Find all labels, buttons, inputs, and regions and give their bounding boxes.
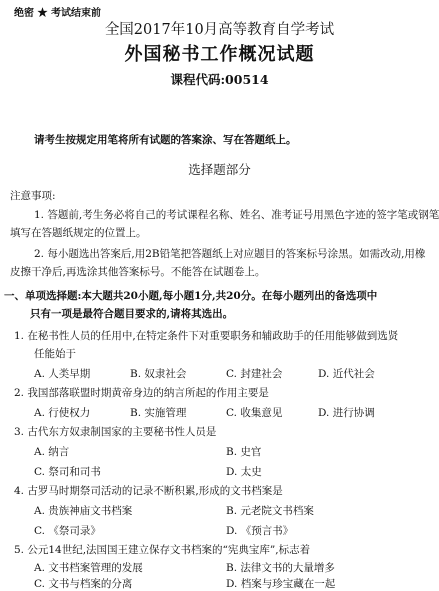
question-stem: 4. 古罗马时期祭司活动的记录不断积累,形成的文书档案是	[14, 485, 283, 497]
subject-title: 外国秘书工作概况试题	[124, 44, 315, 65]
note-1-line-1: 1. 答题前,考生务必将自己的考试课程名称、姓名、准考证号用黑色字迹的签字笔或钢笔	[34, 209, 439, 221]
question-stem-continued: 任能始于	[34, 348, 76, 360]
option-a: A. 文书档案管理的发展	[34, 562, 143, 574]
option-c: C. 收集意见	[226, 407, 283, 419]
section-title: 选择题部分	[188, 162, 251, 177]
option-b: B. 史官	[226, 446, 262, 458]
option-c: C. 封建社会	[226, 368, 283, 380]
notes-label: 注意事项:	[10, 190, 56, 202]
part1-heading-line-1: 一、单项选择题:本大题共20小题,每小题1分,共20分。在每小题列出的备选项中	[4, 290, 378, 302]
course-code: 课程代码:00514	[170, 72, 269, 87]
answer-notice: 请考生按规定用笔将所有试题的答案涂、写在答题纸上。	[34, 134, 297, 146]
note-2-line-2: 皮擦干净后,再选涂其他答案标号。不能答在试题卷上。	[10, 266, 266, 278]
option-c: C. 《祭司录》	[34, 525, 101, 537]
option-b: B. 法律文书的大量增多	[226, 562, 335, 574]
option-c: C. 祭司和司书	[34, 466, 101, 478]
option-a: A. 纳言	[34, 446, 70, 458]
option-a: A. 贵族神庙文书档案	[34, 505, 133, 517]
option-d: D. 《预言书》	[226, 525, 294, 537]
note-1-line-2: 填写在答题纸规定的位置上。	[10, 227, 147, 239]
option-d: D. 进行协调	[318, 407, 375, 419]
exam-title: 全国2017年10月高等教育自学考试	[104, 22, 335, 38]
part1-heading-line-2: 只有一项是最符合题目要求的,请将其选出。	[30, 308, 234, 320]
option-b: B. 实施管理	[130, 407, 187, 419]
question-stem: 1. 在秘书性人员的任用中,在特定条件下对重要职务和辅政助手的任用能够做到选贤	[14, 330, 399, 342]
option-a: A. 人类早期	[34, 368, 91, 380]
option-b: B. 元老院文书档案	[226, 505, 314, 517]
option-d: D. 太史	[226, 466, 262, 478]
option-a: A. 行使权力	[34, 407, 91, 419]
secret-mark: 绝密 ★ 考试结束前	[14, 8, 101, 19]
option-b: B. 奴隶社会	[130, 368, 187, 380]
option-d: D. 档案与珍宝藏在一起	[226, 578, 336, 590]
question-stem: 3. 古代东方奴隶制国家的主要秘书性人员是	[14, 426, 217, 438]
note-2-line-1: 2. 每小题选出答案后,用2B铅笔把答题纸上对应题目的答案标号涂黑。如需改动,用橡	[34, 248, 426, 260]
question-stem: 2. 我国部落联盟时期黄帝身边的纳言所起的作用主要是	[14, 387, 269, 399]
question-stem: 5. 公元14世纪,法国国王建立保存文书档案的“宪典宝库”,标志着	[14, 544, 311, 556]
option-c: C. 文书与档案的分离	[34, 578, 133, 590]
option-d: D. 近代社会	[318, 368, 375, 380]
